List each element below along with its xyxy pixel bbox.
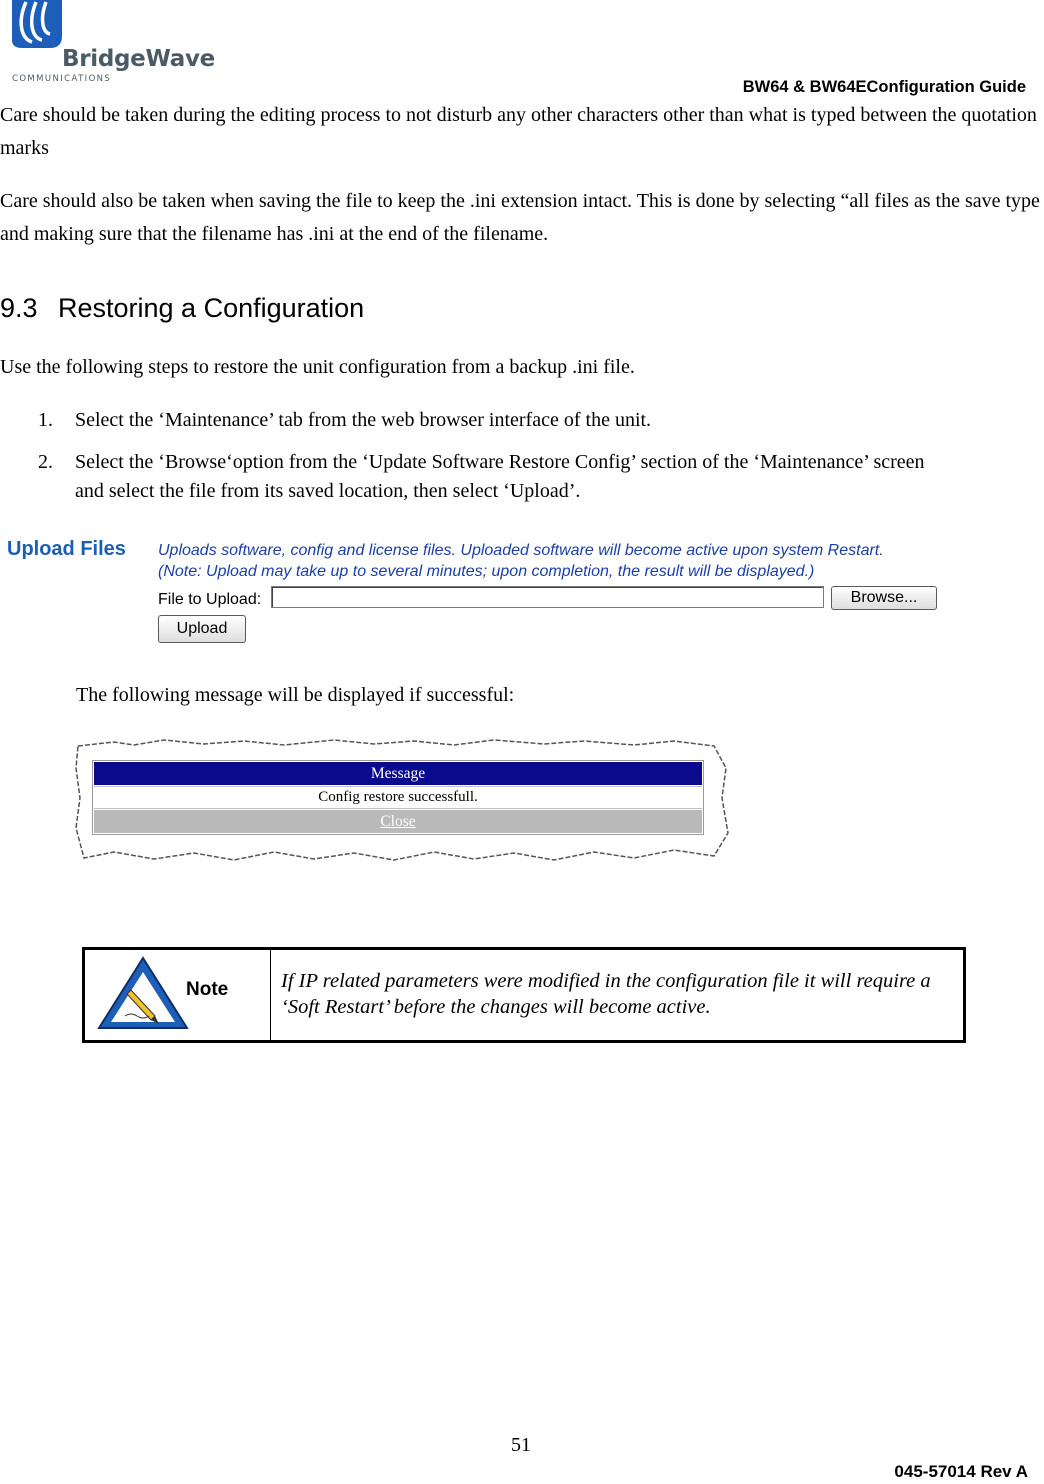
step-number: 2. (38, 451, 53, 473)
message-dialog-header: Message (94, 762, 702, 785)
upload-button[interactable]: Upload (158, 615, 246, 643)
paragraph-editing-care: Care should be taken during the editing process to not disturb any other characters other than what is typed between the quotation marks (0, 104, 1037, 159)
upload-desc-line1: Uploads software, config and license files. Uploaded software will become active upon system Restart. (158, 542, 884, 559)
document-title: BW64 & BW64EConfiguration Guide (742, 78, 1026, 96)
browse-button[interactable]: Browse... (831, 586, 937, 610)
file-to-upload-input[interactable] (271, 586, 824, 608)
step-text: Select the ‘Maintenance’ tab from the web browser interface of the unit. (75, 409, 652, 431)
brand-subtitle: COMMUNICATIONS (12, 74, 112, 84)
message-dialog-text: Config restore successfull. (94, 786, 702, 809)
step-text: Select the ‘Browse‘option from the ‘Update Software Restore Config’ section of the ‘Maintenance’ screen and select the file from its saved location, then select ‘Upload’. (75, 451, 925, 502)
warning-pencil-icon (95, 954, 191, 1032)
message-dialog-close-bar (94, 810, 702, 833)
success-message-intro: The following message will be displayed if successful: (76, 684, 515, 706)
close-link[interactable]: Close (380, 813, 416, 830)
file-to-upload-label: File to Upload: (158, 591, 262, 608)
note-box (82, 947, 966, 1043)
section-number: 9.3 (0, 293, 38, 323)
section-heading (0, 293, 364, 324)
upload-files-description (158, 540, 884, 582)
upload-files-title: Upload Files (7, 538, 126, 560)
message-dialog (92, 760, 704, 835)
page-number: 51 (511, 1434, 531, 1456)
brand-name: BridgeWave (62, 46, 215, 72)
section-title: Restoring a Configuration (58, 293, 365, 323)
intro-paragraph: Use the following steps to restore the unit configuration from a backup .ini file. (0, 356, 635, 378)
note-label: Note (186, 979, 229, 1000)
list-item (38, 406, 938, 435)
paragraph-saving-care: Care should also be taken when saving the file to keep the .ini extension intact. This is done by selecting “all files as the save type and making sure that the filename has .ini at the end of the filename. (0, 190, 1040, 245)
upload-desc-line2: (Note: Upload may take up to several minutes; upon completion, the result will be displayed.) (158, 563, 815, 580)
document-revision: 045-57014 Rev A (894, 1462, 1028, 1481)
note-text: If IP related parameters were modified in the configuration file it will require a ‘Soft Restart’ before the changes will become active. (281, 970, 931, 1018)
list-item (38, 448, 938, 506)
step-number: 1. (38, 409, 53, 431)
note-icon-cell (85, 950, 271, 1040)
